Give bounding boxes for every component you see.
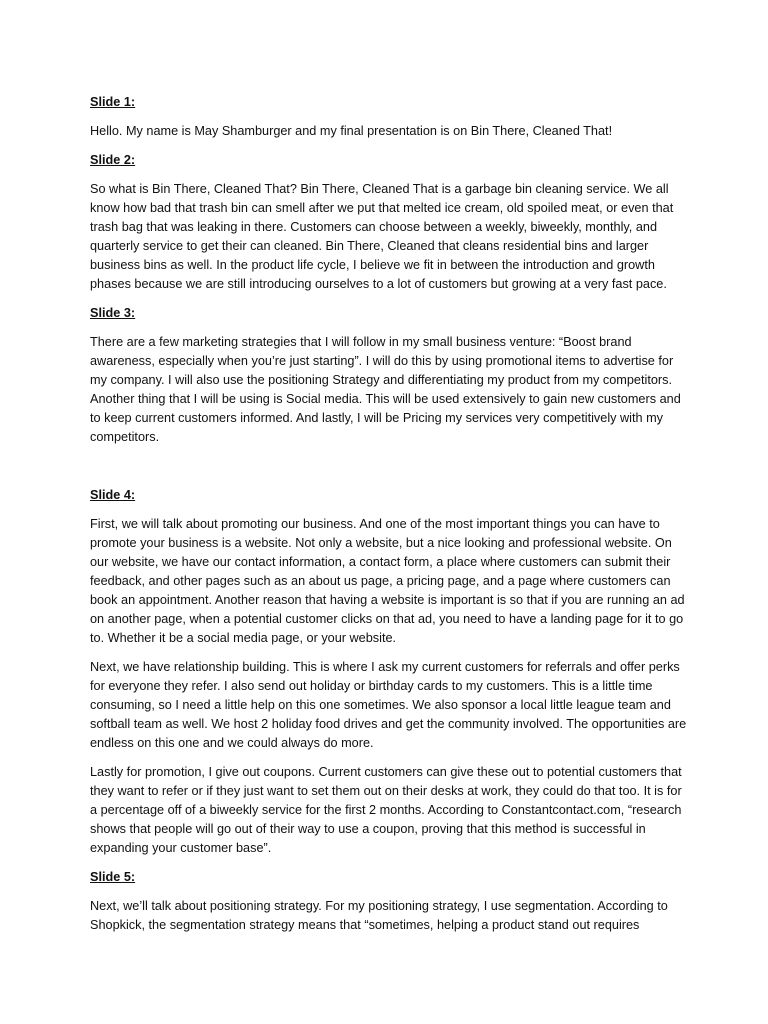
- slide-5-paragraph-1: Next, we’ll talk about positioning strategy. For my positioning strategy, I use segmentation. According to Shopkick, the segmentation strategy means that “sometimes, helping a product stand out requires: [90, 899, 668, 932]
- document-page: [90, 93, 690, 945]
- slide-3-heading: Slide 3:: [90, 306, 136, 320]
- slide-5-heading: Slide 5:: [90, 870, 136, 884]
- blank-line: [90, 457, 690, 486]
- slide-4-paragraph-2: Next, we have relationship building. This is where I ask my current customers for referrals and offer perks for everyone they refer. I also send out holiday or birthday cards to my customers. This is a little time consuming, so I need a little help on this one sometimes. We also sponsor a local little league team and softball team as well. We host 2 holiday food drives and get the community involved. The opportunities are endless on this one and we could always do more.: [90, 660, 687, 750]
- slide-2-paragraph-1: So what is Bin There, Cleaned That? Bin There, Cleaned That is a garbage bin cleaning service. We all know how bad that trash bin can smell after we put that melted ice cream, old spoiled meat, or even that trash bag that was leaking in there. Customers can choose between a weekly, biweekly, monthly, and quarterly service to get their can cleaned. Bin There, Cleaned that cleans residential bins and larger business bins as well. In the product life cycle, I believe we fit in between the introduction and growth phases because we are still introducing ourselves to a lot of customers but growing at a very fast pace.: [90, 182, 674, 291]
- slide-4-paragraph-3: Lastly for promotion, I give out coupons. Current customers can give these out to potential customers that they want to refer or if they just want to set them out on their desks at work, they could do that too. It is for a percentage off of a biweekly service for the first 2 months. According to Constantcontact.com, “research shows that people will go out of their way to use a coupon, proving that this method is successful in expanding your customer base”.: [90, 765, 682, 855]
- slide-3-paragraph-1: There are a few marketing strategies that I will follow in my small business venture: “Boost brand awareness, especially when you’re just starting”. I will do this by using promotional items to advertise for my company. I will also use the positioning Strategy and differentiating my product from my competitors. Another thing that I will be using is Social media. This will be used extensively to gain new customers and to keep current customers informed. And lastly, I will be Pricing my services very competitively with my competitors.: [90, 335, 681, 444]
- slide-4-paragraph-1: First, we will talk about promoting our business. And one of the most important things you can have to promote your business is a website. Not only a website, but a nice looking and professional website. On our website, we have our contact information, a contact form, a place where customers can submit their feedback, and other pages such as an about us page, a pricing page, and a page where customers can book an appointment. Another reason that having a website is important is so that if you are running an ad on another page, when a potential customer clicks on that ad, you need to have a landing page for it to go to. Whether it be a social media page, or your website.: [90, 517, 685, 645]
- slide-1-paragraph-1: Hello. My name is May Shamburger and my final presentation is on Bin There, Cleaned That!: [90, 124, 613, 138]
- slide-2-heading: Slide 2:: [90, 153, 136, 167]
- slide-4-heading: Slide 4:: [90, 488, 136, 502]
- slide-1-heading: Slide 1:: [90, 95, 136, 109]
